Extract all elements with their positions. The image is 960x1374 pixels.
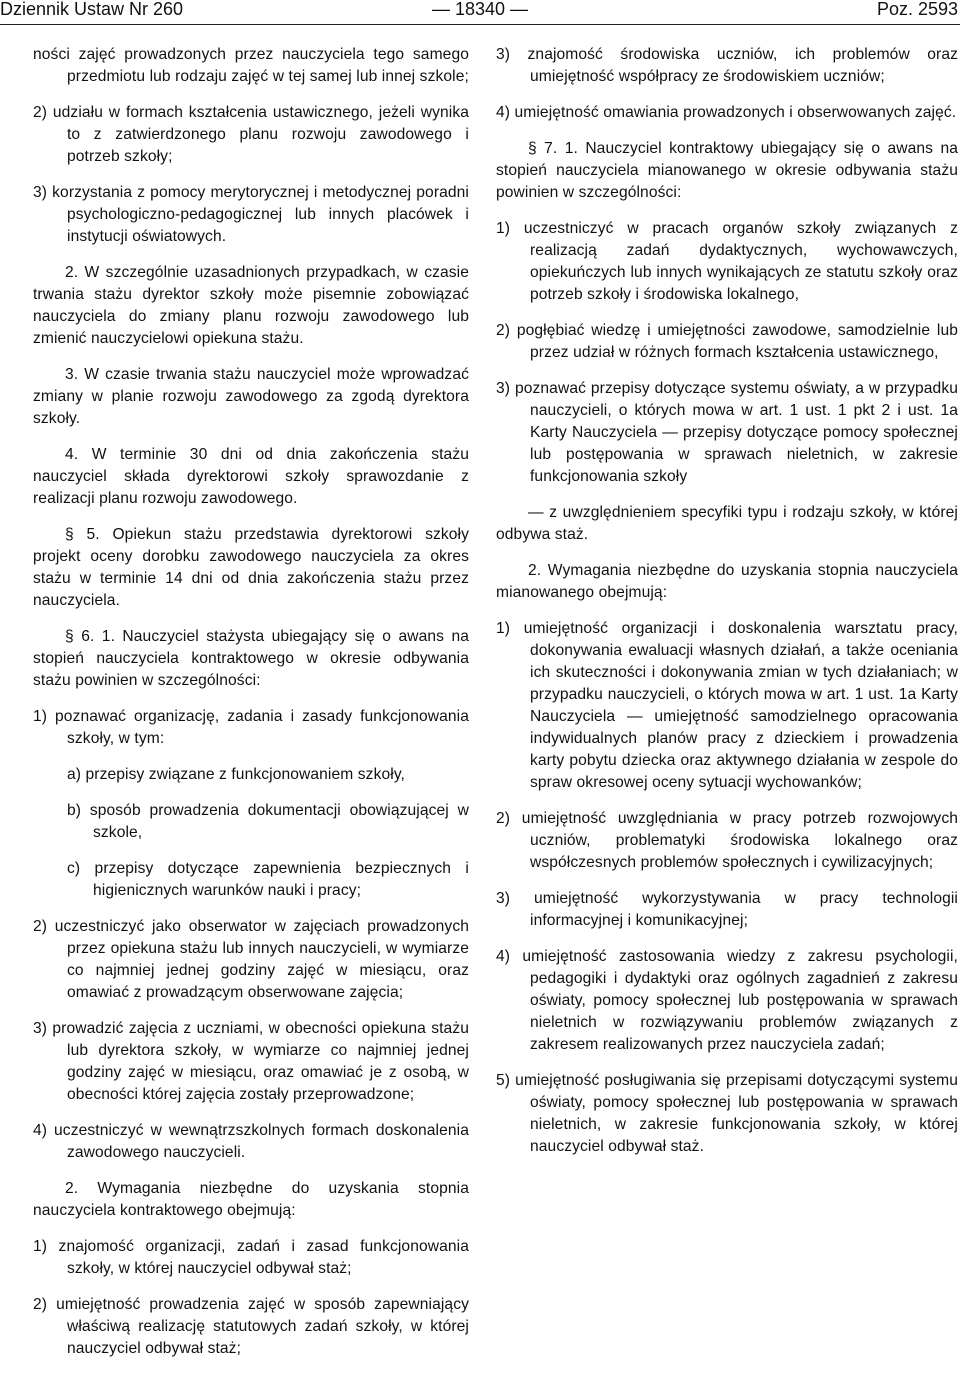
paragraph: b) sposób prowadzenia dokumentacji obowiązującej w szkole, xyxy=(67,802,469,841)
paragraph: 4. W terminie 30 dni od dnia zakończenia stażu nauczyciel składa dyrektorowi szkoły sprawozdanie z realizacji planu rozwoju zawodowego. xyxy=(33,446,469,507)
header-divider xyxy=(0,24,960,25)
paragraph: ności zajęć prowadzonych przez nauczyciela tego samego przedmiotu lub rodzaju zajęć w tej samej lub innej szkole; xyxy=(33,46,469,85)
paragraph: § 6. 1. Nauczyciel stażysta ubiegający się o awans na stopień nauczyciela kontraktowego w okresie odbywania stażu powinien w szczególności: xyxy=(33,628,469,689)
paragraph: 2. Wymagania niezbędne do uzyskania stopnia nauczyciela mianowanego obejmują: xyxy=(496,562,958,601)
paragraph: 3) poznawać przepisy dotyczące systemu oświaty, a w przypadku nauczycieli, o których mowa w art. 1 ust. 1 pkt 2 i ust. 1a Karty Nauczyciela — przepisy dotyczące pomocy społecznej lub postępowania w sprawach nieletnich, w zakresie funkcjonowania szkoły xyxy=(496,380,958,485)
paragraph: 1) umiejętność organizacji i doskonalenia warsztatu pracy, dokonywania ewaluacji własnych działań, a także oceniania ich skuteczności i dokonywania zmian w tych działaniach; w przypadku nauczycieli, o których mowa w art. 1 ust. 1a Karty Nauczyciela — umiejętność samodzielnego opracowania indywidualnych planów pracy z dzieckiem i prowadzenia karty pobytu dziecka oraz aktywnego działania w zespole do spraw okresowej oceny sytuacji wychowanków; xyxy=(496,620,958,791)
paragraph: 1) uczestniczyć w pracach organów szkoły związanych z realizacją zadań dydaktycznych, wychowawczych, opiekuńczych lub innych wynikających ze statutu szkoły oraz potrzeb szkoły i środowiska lokalnego, xyxy=(496,220,958,303)
paragraph: § 7. 1. Nauczyciel kontraktowy ubiegający się o awans na stopień nauczyciela mianowanego w okresie odbywania stażu powinien w szczególności: xyxy=(496,140,958,201)
paragraph: 2) uczestniczyć jako obserwator w zajęciach prowadzonych przez opiekuna stażu lub innych nauczycieli, w wymiarze co najmniej jednej godziny zajęć w miesiącu, oraz omawiać z prowadzącym obserwowane zajęcia; xyxy=(33,918,469,1001)
right-column xyxy=(496,44,958,1172)
paragraph: 4) umiejętność zastosowania wiedzy z zakresu psychologii, pedagogiki i dydaktyki oraz ogólnych zagadnień z zakresu oświaty, pomocy społecznej lub postępowania w sprawach nieletnich w rozwiązywaniu problemów związanych z zakresem realizowanych przez nauczyciela zadań; xyxy=(496,948,958,1053)
page-header xyxy=(0,0,960,24)
position-number: Poz. 2593 xyxy=(876,0,958,19)
paragraph: 2) umiejętność uwzględniania w pracy potrzeb rozwojowych uczniów, problematyki środowiska lokalnego oraz współczesnych problemów społecznych i cywilizacyjnych; xyxy=(496,810,958,871)
left-column xyxy=(33,44,469,1374)
paragraph: — z uwzględnieniem specyfiki typu i rodzaju szkoły, w której odbywa staż. xyxy=(496,504,958,543)
paragraph: 2. W szczególnie uzasadnionych przypadkach, w czasie trwania stażu dyrektor szkoły może pisemnie zobowiązać nauczyciela do zmiany planu rozwoju zawodowego lub zmienić nauczycielowi opiekuna stażu. xyxy=(33,264,469,347)
paragraph: 2. Wymagania niezbędne do uzyskania stopnia nauczyciela kontraktowego obejmują: xyxy=(33,1180,469,1219)
paragraph: 3) umiejętność wykorzystywania w pracy technologii informacyjnej i komunikacyjnej; xyxy=(496,890,958,929)
paragraph: 3. W czasie trwania stażu nauczyciel może wprowadzać zmiany w planie rozwoju zawodowego za zgodą dyrektora szkoły. xyxy=(33,366,469,427)
paragraph: 2) pogłębiać wiedzę i umiejętności zawodowe, samodzielnie lub przez udział w różnych formach kształcenia ustawicznego, xyxy=(496,322,958,361)
paragraph: c) przepisy dotyczące zapewnienia bezpiecznych i higienicznych warunków nauki i pracy; xyxy=(67,860,469,899)
paragraph: 4) uczestniczyć w wewnątrzszkolnych formach doskonalenia zawodowego nauczycieli. xyxy=(33,1122,469,1161)
journal-title: Dziennik Ustaw Nr 260 xyxy=(0,0,184,19)
paragraph: 3) znajomość środowiska uczniów, ich problemów oraz umiejętność współpracy ze środowiskiem uczniów; xyxy=(496,46,958,85)
paragraph: § 5. Opiekun stażu przedstawia dyrektorowi szkoły projekt oceny dorobku zawodowego nauczyciela za okres stażu w terminie 14 dni od dnia zakończenia stażu przez nauczyciela. xyxy=(33,526,469,609)
paragraph: 5) umiejętność posługiwania się przepisami dotyczącymi systemu oświaty, pomocy społecznej lub postępowania w sprawach nieletnich, w zakresie funkcjonowania szkoły, w której nauczyciel odbywał staż. xyxy=(496,1072,958,1155)
paragraph: 3) korzystania z pomocy merytorycznej i metodycznej poradni psychologiczno-pedagogicznej lub innych placówek i instytucji oświatowych. xyxy=(33,184,469,245)
paragraph: 3) prowadzić zajęcia z uczniami, w obecności opiekuna stażu lub dyrektora szkoły, w wymiarze co najmniej jednej godziny zajęć w miesiącu, oraz omawiać je z osobą, w obecności której zajęcia zostały przeprowadzone; xyxy=(33,1020,469,1103)
paragraph: 4) umiejętność omawiania prowadzonych i obserwowanych zajęć. xyxy=(496,104,957,121)
paragraph: 1) poznawać organizację, zadania i zasady funkcjonowania szkoły, w tym: xyxy=(33,708,469,747)
paragraph: a) przepisy związane z funkcjonowaniem szkoły, xyxy=(67,766,405,783)
paragraph: 1) znajomość organizacji, zadań i zasad funkcjonowania szkoły, w której nauczyciel odbywał staż; xyxy=(33,1238,469,1277)
page-number: — 18340 — xyxy=(431,0,529,19)
paragraph: 2) udziału w formach kształcenia ustawicznego, jeżeli wynika to z zatwierdzonego planu rozwoju zawodowego i potrzeb szkoły; xyxy=(33,104,469,165)
paragraph: 2) umiejętność prowadzenia zajęć w sposób zapewniający właściwą realizację statutowych zadań szkoły, w której nauczyciel odbywał staż; xyxy=(33,1296,469,1357)
